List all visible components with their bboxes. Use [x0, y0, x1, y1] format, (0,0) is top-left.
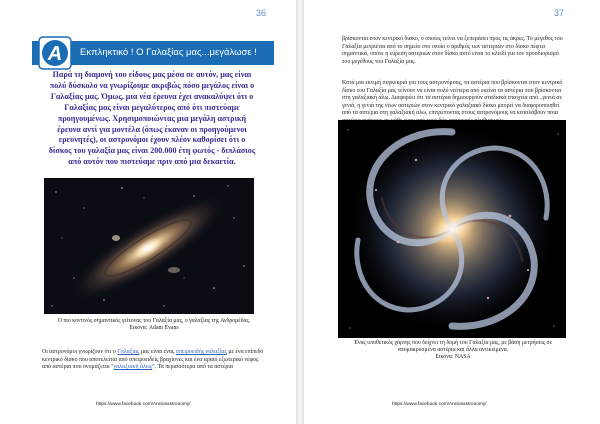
body-text-left	[42, 349, 267, 372]
logo-letter: A	[47, 43, 63, 65]
andromeda-image	[44, 178, 254, 314]
body-text: με ένα επίπεδο κεντρικό δίσκο που αποτελείται από σπειροειδείς βραχίονες και ένα αραιό εξωτερικό νέφος από αστέρια που ονομάζεται "	[42, 349, 264, 371]
body-text: μας είναι ένας	[139, 349, 176, 355]
aratos-logo-icon	[38, 36, 72, 70]
intro-paragraph: Παρά τη διαμονή του είδους μας μέσα σε αυτόν, μας είναι πολύ δύσκολο να γνωρίζουμε ακριβώς πόσο μεγάλος είναι ο Γαλαξίας μας. Όμως, μια νέα έρευνα έχει ανακαλύψει ότι ο Γαλαξίας μας είναι μεγαλύτερος από ότι πιστεύαμε προηγουμένως. Χρησιμοποιώντας μια μεγάλη αστρική έρευνα αντί για μοντέλα (όπως έκαναν οι προηγούμενοι ερευνητές), οι αστρονόμοι έχουν πλέον καθορίσει ότι ο δίσκος του γαλαξία μας είναι 200.000 έτη φωτός - διπλάσιος από αυτόν που πιστεύαμε πριν από μια δεκαετία.	[48, 70, 256, 167]
andromeda-caption	[34, 318, 274, 332]
milky-way-link[interactable]: Γαλαξίας	[117, 349, 140, 355]
caption-text: Ένας υποθετικός χάρτης που δείχνει τη δομή του Γαλαξία μας, με βάση μετρήσεις σε απομακρυσμένα αστέρια και άλλα αντικείμενα.	[353, 340, 553, 354]
page-number: 36	[256, 8, 267, 18]
footer-url[interactable]: https://www.facebook.com/Aratosastronomy/	[392, 402, 487, 407]
body-paragraph-2: Κατά μια εκτιμή συγκεκριά για τους αστρονόμους, τα αστέρια που βρίσκονται στον κεντρικό δίσκο του Γαλαξία μας τείνουν να είναι πολύ νεότερα από εκείνα τα αστέρια που βρίσκονται στη γαλαξιακή άλω. Διαφορέει ότι τα αστέρια δημιουργούν σταδιακά στοιχεία από...γενιά σε γενιά, η γενιά της νέων αστεριών στον κεντρικό γαλαξιακό δίσκο μπορεί να διαφοροποιηθεί από τα αστέρια στη γαλαξιακή άλω, επιτρέποντας στους αστρονόμους να καταλάβουν ποια	[342, 80, 563, 117]
body-paragraph-1: βρίσκονται στον κεντρικό δίσκο, ο οποίος τείνει να ξεπεράσει προς τις άκρες. Το μέγεθος του Γαλαξία μετριέται από το σημείο στο οποίο ο αριθμός των αστεριών στο δίσκο πέφτει σημαντικά, οπότε η εύρεση αστεριών στον δίσκο αυτό είναι το κλειδί για τον προσδιορισμό του μεγέθους του Γαλαξία μας.	[342, 36, 563, 65]
caption-text: Ο πιο κοντινός σημαντικός γείτονας του Γαλαξία μας, ο γαλαξίας της Ανδρομέδας.	[57, 318, 251, 324]
body-text: ". Τα περισσότερα από τα αστέρια	[152, 364, 233, 371]
caption-credit: Εικόνα: NASA	[435, 354, 471, 361]
left-page	[0, 0, 296, 424]
milky-way-map-image	[338, 120, 566, 338]
page-gutter	[296, 0, 304, 424]
caption-credit: Εικόνα: Adam Evans	[129, 325, 179, 332]
milky-way-caption	[340, 340, 566, 362]
article-title: Εκπληκτικό ! Ο Γαλαξίας μας...μεγάλωσε !	[80, 47, 257, 58]
page-number: 37	[554, 8, 565, 18]
body-text: Οι αστρονόμοι γνωρίζουν ότι ο	[42, 349, 118, 355]
footer-url[interactable]: https://www.facebook.com/Aratosastronomy/	[96, 402, 191, 407]
right-page	[304, 0, 600, 424]
galactic-halo-link[interactable]: γαλαξιακή άλως	[113, 364, 153, 371]
spiral-galaxy-link[interactable]: σπειροειδής γαλαξίας	[175, 349, 227, 355]
